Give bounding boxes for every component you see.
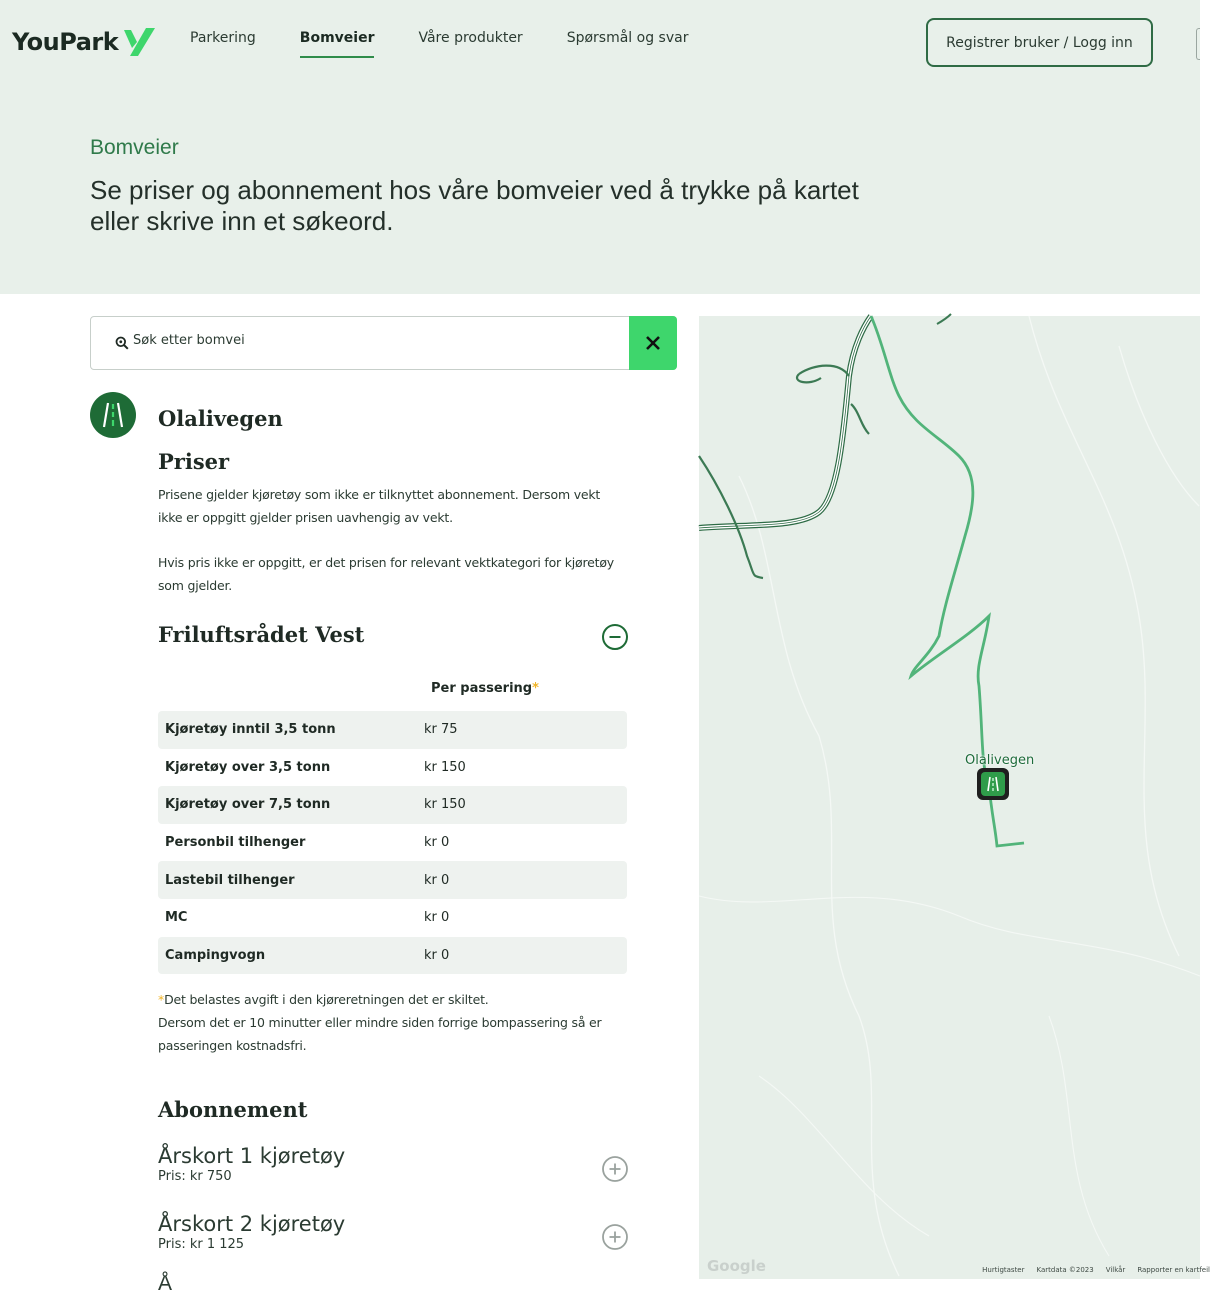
close-icon <box>645 335 661 351</box>
subscription-title: Årskort 1 kjøretøy <box>158 1144 346 1168</box>
toll-footnote <box>158 988 638 1057</box>
table-row <box>158 711 627 749</box>
vehicle-type: Campingvogn <box>165 947 266 963</box>
asterisk-mark: * <box>158 992 165 1007</box>
map-marker-label: Olalivegen <box>965 753 1035 768</box>
per-passing-label: Per passering <box>431 681 533 696</box>
asterisk-mark: * <box>532 681 539 696</box>
clear-search-button[interactable] <box>629 316 677 370</box>
per-passing-header <box>431 681 539 696</box>
price-value: kr 0 <box>424 947 450 963</box>
nav-parkering[interactable]: Parkering <box>190 30 256 46</box>
page-header <box>0 0 1200 294</box>
road-name: Olalivegen <box>158 406 283 431</box>
price-value: kr 0 <box>424 872 450 888</box>
logo-mark-icon <box>122 26 156 58</box>
price-value: kr 0 <box>424 910 450 926</box>
table-row <box>158 824 627 862</box>
table-row <box>158 937 627 975</box>
collapse-minus-icon[interactable] <box>601 623 629 651</box>
page-intro: Se priser og abonnement hos våre bomveier ved å trykke på kartet eller skrive inn et søkeord. <box>90 175 859 236</box>
footnote-line-2: Dersom det er 10 minutter eller mindre siden forrige bompassering så er passeringen kostnadsfri. <box>158 1015 602 1053</box>
subscription-price: Pris: kr 750 <box>158 1169 232 1184</box>
search-input[interactable] <box>133 333 613 348</box>
vehicle-type: Kjøretøy inntil 3,5 tonn <box>165 722 336 738</box>
google-logo: Google <box>707 1257 766 1275</box>
youpark-logo[interactable] <box>12 26 156 58</box>
keyboard-shortcuts-link[interactable]: Hurtigtaster <box>982 1266 1025 1274</box>
table-row <box>158 786 627 824</box>
main-nav <box>190 30 732 58</box>
subscription-title-partial: Å <box>158 1272 173 1295</box>
road-icon <box>90 392 136 438</box>
subscription-title: Årskort 2 kjøretøy <box>158 1212 346 1236</box>
price-table <box>158 711 627 974</box>
road-icon <box>981 772 1005 796</box>
price-value: kr 150 <box>424 759 466 775</box>
search-icon <box>115 336 129 350</box>
logo-text: YouPark <box>12 28 119 56</box>
price-value: kr 75 <box>424 722 458 738</box>
vehicle-type: MC <box>165 910 188 926</box>
nav-sporsmal-og-svar[interactable]: Spørsmål og svar <box>566 30 689 46</box>
price-value: kr 150 <box>424 797 466 813</box>
vehicle-type: Kjøretøy over 3,5 tonn <box>165 759 331 775</box>
table-row <box>158 899 627 937</box>
breadcrumb: Bomveier <box>90 136 179 159</box>
register-login-button[interactable]: Registrer bruker / Logg inn <box>926 18 1153 67</box>
subscription-price: Pris: kr 1 125 <box>158 1237 245 1252</box>
subscription-item <box>158 1143 628 1185</box>
cut-off-header-button[interactable] <box>1196 28 1200 60</box>
nav-bomveier[interactable]: Bomveier <box>300 30 375 58</box>
map-data-text: Kartdata ©2023 <box>1036 1266 1094 1274</box>
expand-plus-icon[interactable] <box>601 1223 629 1251</box>
terms-link[interactable]: Vilkår <box>1105 1266 1126 1274</box>
vehicle-type: Personbil tilhenger <box>165 835 306 851</box>
footnote-direction-text: Det belastes avgift i den kjøreretningen det er skiltet. <box>164 992 489 1007</box>
operator-name: Friluftsrådet Vest <box>158 622 365 647</box>
table-row <box>158 749 627 787</box>
table-row <box>158 861 627 899</box>
prices-heading: Priser <box>158 449 230 474</box>
toll-road-map[interactable] <box>699 316 1210 1279</box>
prices-description: Prisene gjelder kjøretøy som ikke er tilknyttet abonnement. Dersom vekt ikke er oppgitt gjelder prisen uavhengig av vekt. <box>158 487 601 525</box>
nav-vare-produkter[interactable]: Våre produkter <box>418 30 523 46</box>
subscription-item <box>158 1211 628 1253</box>
subscriptions-heading: Abonnement <box>158 1097 308 1122</box>
toll-road-map-marker[interactable] <box>977 768 1009 800</box>
footnote-line-1 <box>158 988 638 1011</box>
prices-weight-note: Hvis pris ikke er oppgitt, er det prisen for relevant vektkategori for kjøretøy som gjelder. <box>158 555 615 593</box>
map-routes <box>699 316 1200 1279</box>
expand-plus-icon[interactable] <box>601 1155 629 1183</box>
price-value: kr 0 <box>424 835 450 851</box>
toll-road-search <box>90 316 677 370</box>
report-map-error-link[interactable]: Rapporter en kartfeil <box>1137 1266 1210 1274</box>
vehicle-type: Kjøretøy over 7,5 tonn <box>165 797 331 813</box>
map-attribution <box>970 1266 1210 1274</box>
vehicle-type: Lastebil tilhenger <box>165 872 295 888</box>
